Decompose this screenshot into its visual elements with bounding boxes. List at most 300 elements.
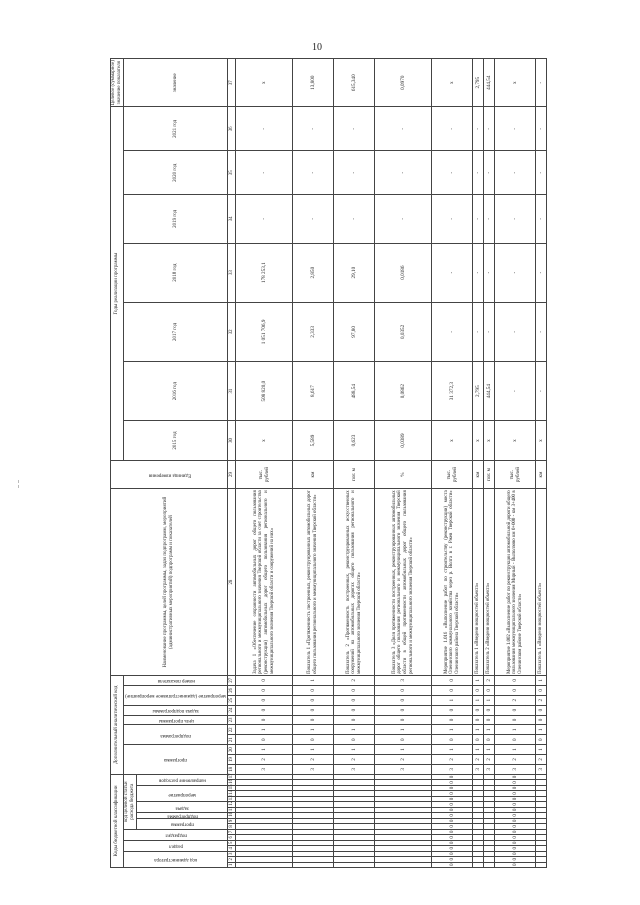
column-index-cell: 22	[228, 725, 236, 735]
code-cell: 3	[375, 675, 432, 685]
year-value-cell: -	[536, 362, 547, 421]
code-cell: 0	[432, 705, 473, 715]
code-cell: 1	[473, 745, 484, 755]
code-cell	[236, 846, 293, 851]
code-cell: 0	[495, 813, 536, 818]
year-value-cell: -	[473, 195, 484, 243]
code-cell: 0	[432, 807, 473, 812]
code-cell: 1	[236, 745, 293, 755]
code-cell: 0	[432, 818, 473, 823]
code-cell	[236, 840, 293, 845]
code-cell	[375, 862, 432, 867]
code-cell	[536, 851, 547, 856]
column-index-cell: 1	[228, 863, 234, 866]
code-cell	[293, 857, 334, 862]
code-cell	[484, 829, 495, 834]
kbk-header: Коды бюджетной классификации	[111, 774, 124, 867]
row-unit: тыс. рублей	[495, 460, 536, 489]
code-cell	[375, 780, 432, 785]
year-value-cell: -	[432, 302, 473, 361]
code-cell: 1	[495, 745, 536, 755]
table-row	[484, 59, 495, 868]
code-cell	[484, 807, 495, 812]
code-cell	[473, 846, 484, 851]
code-cell	[375, 813, 432, 818]
code-cell: 1	[293, 675, 334, 685]
target-header: Целевое (суммарное) значение показателя	[111, 60, 122, 106]
table-row	[536, 59, 547, 868]
column-index-cell: 27	[228, 675, 236, 685]
year-value-cell: -	[293, 107, 334, 151]
year-value-cell: -	[536, 107, 547, 151]
code-cell	[236, 774, 293, 779]
code-cell	[236, 857, 293, 862]
target-value-cell: 444,54	[484, 59, 495, 107]
year-value-cell: -	[432, 243, 473, 302]
code-cell: 0	[432, 796, 473, 801]
target-value-cell: 615,340	[334, 59, 375, 107]
target-value-cell: х	[236, 59, 293, 107]
column-index-cell: 6	[228, 836, 234, 839]
code-cell	[334, 829, 375, 834]
code-cell	[484, 857, 495, 862]
year-value-cell: х	[536, 421, 547, 461]
column-index-cell: 14	[228, 789, 234, 795]
code-cell: 0	[432, 840, 473, 845]
code-cell: 0	[236, 735, 293, 745]
code-cell	[236, 829, 293, 834]
year-value-cell: -	[495, 151, 536, 195]
code-cell: 0	[293, 695, 334, 705]
column-index-cell: 23	[228, 715, 236, 725]
year-value-cell: 488,54	[334, 362, 375, 421]
column-index-cell: 15	[228, 784, 234, 790]
year-2016-header: 2016 год	[124, 362, 228, 421]
code-cell: 0	[495, 675, 536, 685]
code-cell: 1	[236, 725, 293, 735]
code-cell: 0	[484, 685, 495, 695]
code-cell: 3	[432, 764, 473, 774]
code-cell: 0	[334, 715, 375, 725]
column-index-cell: 33	[228, 243, 236, 302]
code-cell: 1	[334, 745, 375, 755]
code-cell: 1	[375, 745, 432, 755]
year-value-cell: х	[236, 421, 293, 461]
code-cell: 0	[432, 780, 473, 785]
code-cell: 2	[484, 675, 495, 685]
table-row	[495, 59, 536, 868]
unit-header: Единица измерения	[111, 460, 228, 489]
code-cell: 0	[495, 862, 536, 867]
year-value-cell: -	[432, 151, 473, 195]
code-cell: 0	[236, 705, 293, 715]
code-cell: 0	[375, 705, 432, 715]
code-cell	[484, 785, 495, 790]
dak-program-header: программа	[124, 745, 228, 775]
code-cell	[293, 791, 334, 796]
code-cell: 0	[495, 818, 536, 823]
year-value-cell: -	[236, 195, 293, 243]
year-value-cell: 97,80	[334, 302, 375, 361]
code-cell	[375, 846, 432, 851]
year-value-cell: -	[334, 107, 375, 151]
code-cell: 3	[495, 764, 536, 774]
year-value-cell: -	[473, 151, 484, 195]
code-cell	[236, 862, 293, 867]
code-cell: 0	[375, 695, 432, 705]
column-index-cell: 17	[228, 773, 234, 779]
year-value-cell: 8,617	[293, 362, 334, 421]
code-cell	[484, 774, 495, 779]
code-cell: 1	[375, 725, 432, 735]
year-value-cell: -	[536, 243, 547, 302]
code-cell	[236, 835, 293, 840]
code-cell: 0	[536, 705, 547, 715]
code-cell	[473, 807, 484, 812]
code-cell	[473, 796, 484, 801]
code-cell: 1	[293, 725, 334, 735]
year-value-cell: -	[495, 362, 536, 421]
code-cell: 2	[334, 675, 375, 685]
code-cell: 0	[495, 735, 536, 745]
year-value-cell: 2,795	[473, 362, 484, 421]
code-cell: 1	[536, 745, 547, 755]
dak-goal-header: цель программы	[124, 715, 228, 725]
code-cell: 0	[432, 857, 473, 862]
code-cell: 0	[432, 846, 473, 851]
row-unit: тыс. рублей	[236, 460, 293, 489]
year-value-cell: -	[536, 195, 547, 243]
kcsr-header: код целевой статьи расхода бюджета	[124, 774, 137, 829]
year-value-cell: -	[484, 107, 495, 151]
code-cell: 1	[432, 745, 473, 755]
code-cell	[293, 818, 334, 823]
year-value-cell: 5,589	[293, 421, 334, 461]
code-cell	[334, 813, 375, 818]
code-cell	[375, 774, 432, 779]
code-cell: 1	[473, 675, 484, 685]
column-index-cell: 18	[228, 764, 236, 774]
code-cell: 2	[334, 755, 375, 765]
column-index-cell: 32	[228, 302, 236, 361]
year-2019-header: 2019 год	[124, 195, 228, 243]
code-cell	[536, 785, 547, 790]
code-cell: 0	[375, 685, 432, 695]
dak-subprogram-header: подпрограмма	[124, 725, 228, 745]
code-cell: 3	[484, 764, 495, 774]
column-index-cell: 37	[228, 59, 236, 107]
year-value-cell: -	[484, 151, 495, 195]
code-cell: 0	[495, 780, 536, 785]
code-cell	[293, 813, 334, 818]
code-cell	[334, 851, 375, 856]
rotated-table-canvas	[110, 58, 544, 868]
code-cell	[236, 791, 293, 796]
code-cell	[375, 829, 432, 834]
year-value-cell: -	[375, 151, 432, 195]
code-cell: 0	[536, 685, 547, 695]
code-cell	[293, 785, 334, 790]
code-cell	[473, 785, 484, 790]
code-cell	[536, 807, 547, 812]
code-cell: 0	[236, 695, 293, 705]
code-cell	[293, 824, 334, 829]
code-cell	[536, 862, 547, 867]
code-cell	[334, 785, 375, 790]
column-index-cell: 25	[228, 695, 236, 705]
code-cell: 2	[536, 755, 547, 765]
code-cell: 1	[334, 725, 375, 735]
code-cell: 0	[334, 695, 375, 705]
year-value-cell: -	[495, 107, 536, 151]
target-value-header: значение	[124, 59, 228, 107]
code-cell: 0	[484, 715, 495, 725]
year-value-cell: 178 253,1	[236, 243, 293, 302]
code-cell	[536, 846, 547, 851]
table-row	[375, 59, 432, 868]
year-value-cell: -	[236, 151, 293, 195]
code-cell: 0	[473, 685, 484, 695]
code-cell: 1	[484, 695, 495, 705]
code-cell	[484, 862, 495, 867]
code-cell	[484, 813, 495, 818]
row-name: Задача 1 «Обеспечение сохранности автомобильных дорог общего пользования регионального и межмуниципального значения Тверской области за счет строительства (реконструкции) автомобильных дорог общего пользования регионального и межмуниципального значения Тверской области и сооружений на них»	[236, 489, 293, 676]
column-index-cell: 8	[228, 825, 234, 828]
row-name: Показатель 1 «Введено мощностей объекта»	[536, 489, 547, 676]
year-value-cell: -	[473, 107, 484, 151]
code-cell	[536, 840, 547, 845]
row-name: Мероприятие 1.002 «Выполнение работ по реконструкции автомобильной дороги общего пользования межмуниципального значения Мирный - Выползово км 0+000 - км 3+400 в Оленинском районе Тверской области»	[495, 489, 536, 676]
code-cell: 0	[432, 785, 473, 790]
code-cell: 2	[293, 755, 334, 765]
code-cell	[236, 807, 293, 812]
code-cell	[334, 846, 375, 851]
code-cell: 0	[495, 774, 536, 779]
year-value-cell: -	[495, 302, 536, 361]
year-value-cell: 29,10	[334, 243, 375, 302]
code-cell: 0	[536, 715, 547, 725]
row-unit: км	[293, 460, 334, 489]
dak-index-header: номер показателя	[124, 675, 228, 685]
target-value-cell: х	[495, 59, 536, 107]
year-value-cell: -	[432, 195, 473, 243]
row-unit: пог. м	[484, 460, 495, 489]
year-value-cell: -	[334, 151, 375, 195]
code-cell: 2	[536, 695, 547, 705]
row-name: Показатель 2 «Протяженность построенных, реконструированных искусственных сооружений на автомобильных дорогах общего пользования регионального и межмуниципального значения Тверской области»	[334, 489, 375, 676]
code-cell: 0	[236, 675, 293, 685]
page-number: 10	[312, 42, 322, 53]
target-value-cell: 2,795	[473, 59, 484, 107]
code-cell: 0	[432, 715, 473, 725]
table-row	[432, 59, 473, 868]
column-index-cell: 26	[228, 685, 236, 695]
code-cell: 0	[293, 685, 334, 695]
kcsr-direction-header: направление расходов	[137, 774, 228, 785]
code-cell	[484, 851, 495, 856]
code-cell	[236, 818, 293, 823]
code-cell	[473, 862, 484, 867]
year-value-cell: -	[484, 302, 495, 361]
code-cell	[473, 780, 484, 785]
year-2017-header: 2017 год	[124, 302, 228, 361]
code-cell	[236, 802, 293, 807]
code-cell: 0	[484, 705, 495, 715]
code-cell	[375, 851, 432, 856]
code-cell: 0	[495, 851, 536, 856]
year-2020-header: 2020 год	[124, 151, 228, 195]
code-cell: 2	[495, 755, 536, 765]
code-cell	[236, 824, 293, 829]
code-cell	[473, 818, 484, 823]
code-cell	[293, 807, 334, 812]
code-cell: 1	[495, 725, 536, 735]
row-name: Показатель 3 «Доля протяженности построенных, реконструированных автомобильных дорог общего пользования регионального и межмуниципального значения Тверской области в общей протяженности автомобильных дорог общего пользования регионального и межмуниципального значения Тверской области»	[375, 489, 432, 676]
year-value-cell: -	[484, 243, 495, 302]
table-body	[228, 59, 547, 868]
code-cell	[536, 824, 547, 829]
year-value-cell: -	[236, 107, 293, 151]
year-value-cell: -	[484, 195, 495, 243]
year-value-cell: 2,850	[293, 243, 334, 302]
code-cell: 0	[484, 735, 495, 745]
column-index-cell: 10	[228, 811, 234, 817]
code-cell: 2	[432, 755, 473, 765]
code-cell	[536, 802, 547, 807]
rotated-table-viewport	[110, 58, 544, 868]
code-cell: 0	[495, 829, 536, 834]
code-cell: 0	[432, 791, 473, 796]
scan-margin-mark	[18, 480, 21, 488]
code-cell	[536, 796, 547, 801]
code-cell: 1	[473, 695, 484, 705]
code-cell: 3	[236, 764, 293, 774]
year-value-cell: х	[495, 421, 536, 461]
code-cell: 0	[495, 705, 536, 715]
code-cell	[375, 796, 432, 801]
code-cell: 0	[236, 685, 293, 695]
code-cell: 3	[375, 764, 432, 774]
year-2021-header: 2021 год	[124, 107, 228, 151]
code-cell	[484, 824, 495, 829]
code-cell	[334, 807, 375, 812]
code-cell	[473, 835, 484, 840]
year-value-cell: 2,333	[293, 302, 334, 361]
year-value-cell: 0,0352	[375, 302, 432, 361]
code-cell: 2	[473, 755, 484, 765]
program-indicators-table	[110, 58, 547, 868]
code-cell: 0	[432, 774, 473, 779]
row-unit: км	[473, 460, 484, 489]
code-cell: 1	[473, 725, 484, 735]
code-cell: 0	[495, 802, 536, 807]
year-value-cell: -	[293, 151, 334, 195]
kcsr-event-header: мероприятие	[137, 785, 228, 801]
table-row	[236, 59, 293, 868]
code-cell	[293, 862, 334, 867]
code-cell	[293, 802, 334, 807]
target-value-cell: 13,800	[293, 59, 334, 107]
column-index-cell: 35	[228, 151, 236, 195]
code-cell	[375, 840, 432, 845]
code-cell: 0	[495, 840, 536, 845]
year-value-cell: -	[334, 195, 375, 243]
year-value-cell: 31 372,3	[432, 362, 473, 421]
column-index-cell: 19	[228, 755, 236, 765]
code-cell	[484, 802, 495, 807]
column-index-cell: 2	[228, 858, 234, 861]
code-cell	[375, 824, 432, 829]
dak-task-header: задача подпрограммы	[124, 705, 228, 715]
code-cell	[473, 857, 484, 862]
code-cell: 0	[495, 796, 536, 801]
code-cell	[536, 774, 547, 779]
code-cell	[473, 829, 484, 834]
column-index-cell: 7	[228, 830, 234, 834]
year-value-cell: х	[473, 421, 484, 461]
code-cell: 0	[432, 851, 473, 856]
row-unit: пог. м	[334, 460, 375, 489]
column-index-cell: 13	[228, 795, 234, 801]
code-cell	[536, 791, 547, 796]
year-value-cell: -	[536, 302, 547, 361]
row-name: Показатель 2 «Введено мощностей объекта»	[484, 489, 495, 676]
code-cell	[236, 813, 293, 818]
column-index-cell: 9	[228, 819, 234, 823]
code-cell: 0	[432, 813, 473, 818]
code-cell	[375, 807, 432, 812]
code-cell: 0	[495, 685, 536, 695]
code-cell	[473, 791, 484, 796]
code-cell	[334, 818, 375, 823]
code-cell: 0	[334, 685, 375, 695]
target-value-cell: -	[536, 59, 547, 107]
code-cell	[375, 785, 432, 790]
code-cell: 0	[473, 705, 484, 715]
code-cell	[334, 774, 375, 779]
code-cell	[473, 824, 484, 829]
column-index-cell: 36	[228, 107, 236, 151]
code-cell	[334, 802, 375, 807]
year-value-cell: х	[432, 421, 473, 461]
dak-event-header: мероприятие (административное мероприятие)	[124, 685, 228, 705]
dak-header: Дополнительный аналитический код	[111, 675, 124, 774]
column-index-cell: 12	[228, 800, 234, 806]
code-cell	[536, 857, 547, 862]
column-index-row	[228, 59, 236, 868]
column-index-cell: 3	[228, 852, 234, 855]
code-cell: 0	[432, 735, 473, 745]
code-cell: 0	[432, 685, 473, 695]
code-cell	[536, 780, 547, 785]
code-cell: 2	[484, 755, 495, 765]
code-cell	[293, 835, 334, 840]
code-cell: 0	[432, 835, 473, 840]
year-value-cell: 0,0862	[375, 362, 432, 421]
code-cell	[473, 851, 484, 856]
code-cell	[484, 840, 495, 845]
column-index-cell: 30	[228, 421, 236, 461]
table-row	[473, 59, 484, 868]
code-cell: 0	[473, 715, 484, 725]
code-cell	[536, 829, 547, 834]
row-unit: %	[375, 460, 432, 489]
kbk-admin-header: код администратора	[124, 851, 228, 867]
code-cell: 0	[375, 735, 432, 745]
code-cell	[375, 791, 432, 796]
code-cell	[536, 835, 547, 840]
code-cell: 0	[432, 829, 473, 834]
